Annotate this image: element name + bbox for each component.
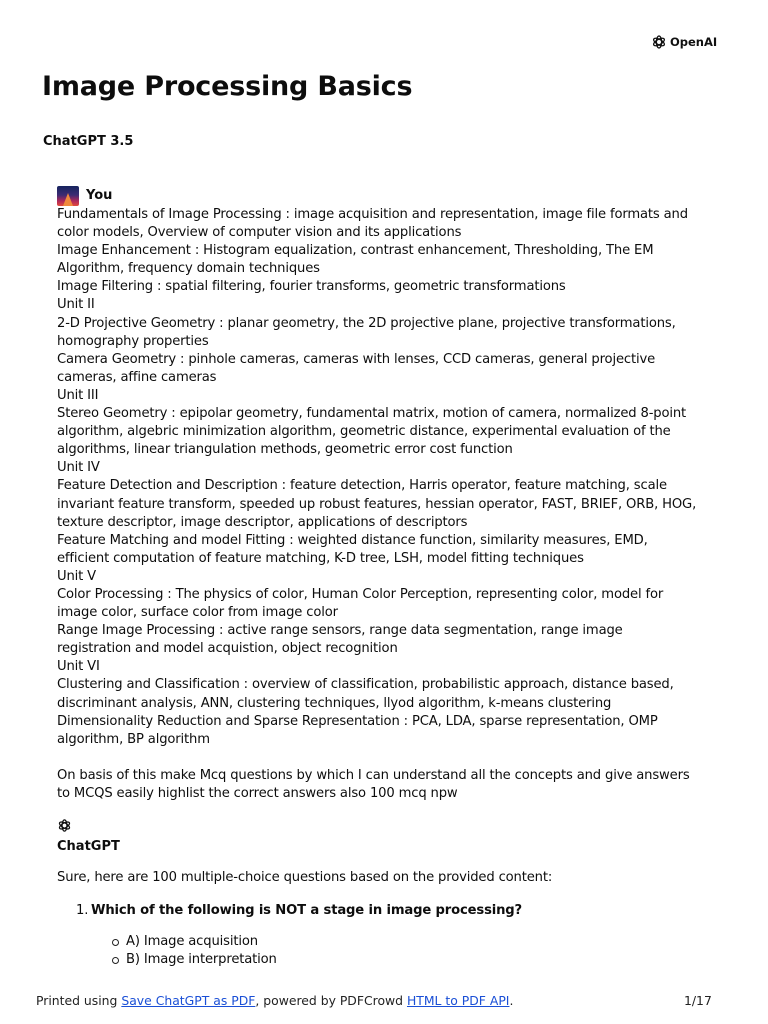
- openai-logo-icon: [651, 34, 667, 50]
- message-line: discriminant analysis, ANN, clustering techniques, llyod algorithm, k-means clustering: [57, 695, 612, 711]
- footer-credit: [36, 993, 513, 1008]
- message-line: to MCQS easily highlist the correct answers also 100 mcq npw: [57, 786, 458, 801]
- message-line: Unit V: [57, 568, 97, 584]
- assistant-intro: Sure, here are 100 multiple-choice questions based on the provided content:: [57, 870, 553, 885]
- message-line: invariant feature transform, speeded up robust features, hessian operator, FAST, BRIEF, ORB, HOG,: [57, 496, 697, 512]
- question-number: 1.: [76, 903, 89, 918]
- message-line: Unit III: [57, 387, 99, 403]
- question-text: Which of the following is NOT a stage in image processing?: [91, 903, 523, 918]
- message-line: algorithm, algebric minimization algorithm, geometric distance, experimental evaluation of the: [57, 424, 671, 440]
- message-line: Feature Detection and Description : feature detection, Harris operator, feature matching, scale: [57, 478, 667, 494]
- blank-line: [57, 749, 717, 767]
- user-message: [57, 185, 717, 803]
- assistant-name: ChatGPT: [57, 839, 120, 854]
- message-line: Unit VI: [57, 659, 100, 675]
- message-line: registration and model acquistion, object recognition: [57, 641, 398, 657]
- user-message-text: [57, 206, 717, 803]
- question-item: [57, 902, 717, 920]
- brand-name: OpenAI: [670, 35, 718, 49]
- user-name: You: [86, 188, 113, 203]
- user-avatar: [57, 186, 79, 206]
- message-line: Clustering and Classification : overview of classification, probabilistic approach, distance based,: [57, 677, 674, 693]
- page-number: 1/17: [684, 993, 712, 1008]
- message-line: Fundamentals of Image Processing : image acquisition and representation, image file formats and: [57, 207, 688, 222]
- model-label: ChatGPT 3.5: [43, 134, 134, 149]
- footer-middle: , powered by PDFCrowd: [255, 993, 407, 1008]
- message-line: Range Image Processing : active range sensors, range data segmentation, range image: [57, 623, 623, 639]
- message-line: color models, Overview of computer vision and its applications: [57, 225, 462, 241]
- message-line: efficient computation of feature matching, K-D tree, LSH, model fitting techniques: [57, 550, 584, 566]
- message-line: Dimensionality Reduction and Sparse Representation : PCA, LDA, sparse representation, OMP: [57, 713, 658, 729]
- message-line: Feature Matching and model Fitting : weighted distance function, similarity measures, EMD,: [57, 532, 648, 548]
- message-line: image color, surface color from image color: [57, 605, 338, 621]
- message-line: Image Enhancement : Histogram equalization, contrast enhancement, Thresholding, The EM: [57, 243, 654, 259]
- answer-options: [57, 933, 717, 968]
- chatgpt-logo-icon: [57, 818, 72, 833]
- assistant-message: [57, 818, 717, 968]
- message-line: Algorithm, frequency domain techniques: [57, 261, 320, 277]
- message-line: Unit II: [57, 297, 95, 313]
- message-line: texture descriptor, image descriptor, applications of descriptors: [57, 514, 468, 530]
- message-line: algorithms, linear triangulation methods, geometric error cost function: [57, 442, 513, 458]
- answer-option: B) Image interpretation: [109, 951, 717, 969]
- user-header: [57, 185, 717, 206]
- message-line: cameras, affine cameras: [57, 369, 217, 385]
- message-line: On basis of this make Mcq questions by which I can understand all the concepts and give answers: [57, 767, 690, 783]
- message-line: Color Processing : The physics of color, Human Color Perception, representing color, model for: [57, 586, 664, 602]
- message-line: Unit IV: [57, 460, 100, 476]
- html-to-pdf-api-link[interactable]: HTML to PDF API: [406, 993, 510, 1008]
- message-line: Image Filtering : spatial filtering, fourier transforms, geometric transformations: [57, 279, 566, 295]
- message-line: homography properties: [57, 333, 209, 349]
- brand-logo: [651, 34, 717, 50]
- page-title: Image Processing Basics: [42, 71, 413, 102]
- message-line: 2-D Projective Geometry : planar geometry, the 2D projective plane, projective transformations,: [57, 315, 676, 331]
- footer-suffix: .: [509, 993, 514, 1008]
- message-line: Camera Geometry : pinhole cameras, cameras with lenses, CCD cameras, general projective: [57, 351, 656, 367]
- message-line: algorithm, BP algorithm: [57, 731, 210, 747]
- answer-option: A) Image acquisition: [109, 933, 717, 951]
- save-chatgpt-pdf-link[interactable]: Save ChatGPT as PDF: [121, 993, 256, 1008]
- message-line: Stereo Geometry : epipolar geometry, fundamental matrix, motion of camera, normalized 8-point: [57, 406, 687, 422]
- footer-prefix: Printed using: [36, 993, 122, 1008]
